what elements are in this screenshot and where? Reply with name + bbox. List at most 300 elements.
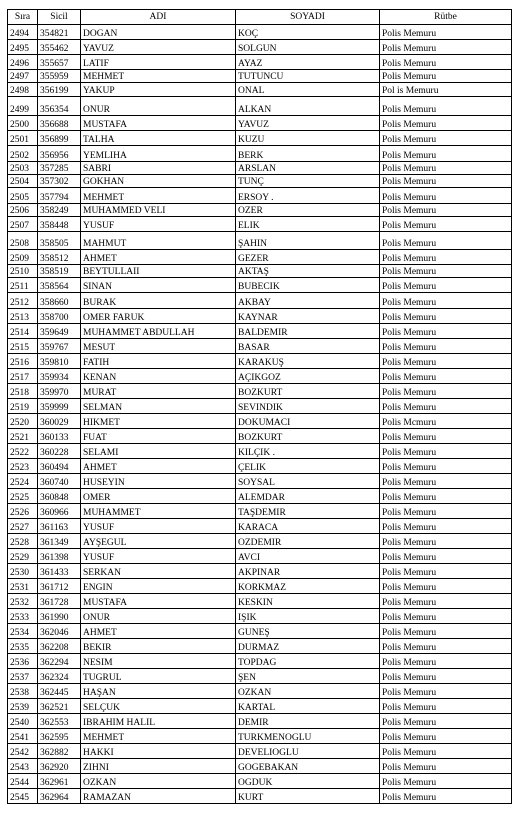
cell-sicil: 359999	[38, 399, 81, 414]
cell-adi: YUSUF	[81, 519, 236, 534]
cell-adi: SABRI	[81, 162, 236, 175]
cell-sicil: 356956	[38, 146, 81, 162]
cell-adi: ONUR	[81, 97, 236, 116]
cell-adi: GOKHAN	[81, 175, 236, 188]
cell-adi: MUSTAFA	[81, 116, 236, 131]
cell-sira: 2495	[8, 40, 38, 55]
cell-soyadi: KURT	[236, 789, 380, 804]
table-row	[8, 217, 512, 232]
cell-soyadi: KILÇIK .	[236, 444, 380, 459]
cell-sira: 2506	[8, 204, 38, 217]
cell-adi: NESIM	[81, 654, 236, 669]
cell-soyadi: GUNEŞ	[236, 624, 380, 639]
cell-rutbe: Polis Memuru	[380, 204, 512, 217]
cell-sicil: 358660	[38, 293, 81, 309]
cell-rutbe: Polis Memuru	[380, 116, 512, 131]
cell-adi: YUSUF	[81, 217, 236, 232]
cell-rutbe: Polis Memuru	[380, 549, 512, 564]
cell-rutbe: Polis Memuru	[380, 399, 512, 414]
cell-adi: AHMET	[81, 624, 236, 639]
cell-rutbe: Polis Memuru	[380, 188, 512, 204]
cell-rutbe: Polis Memuru	[380, 162, 512, 175]
cell-sicil: 358448	[38, 217, 81, 232]
cell-adi: MEHMET	[81, 729, 236, 744]
cell-sicil: 358249	[38, 204, 81, 217]
table-row	[8, 232, 512, 250]
table-row	[8, 293, 512, 309]
cell-sira: 2512	[8, 293, 38, 309]
table-row	[8, 384, 512, 399]
cell-soyadi: KAYNAR	[236, 309, 380, 324]
cell-rutbe: Polis Memuru	[380, 564, 512, 579]
cell-sicil: 358512	[38, 250, 81, 265]
cell-rutbe: Polis Memuru	[380, 729, 512, 744]
cell-adi: KENAN	[81, 369, 236, 384]
cell-adi: YAVUZ	[81, 40, 236, 55]
cell-adi: AHMET	[81, 250, 236, 265]
cell-sira: 2504	[8, 175, 38, 188]
cell-adi: MEHMET	[81, 70, 236, 83]
cell-sira: 2529	[8, 549, 38, 564]
cell-sira: 2525	[8, 489, 38, 504]
cell-sicil: 359767	[38, 339, 81, 354]
cell-soyadi: BALDEMIR	[236, 324, 380, 339]
header-rutbe: Rütbe	[380, 10, 512, 25]
cell-sira: 2511	[8, 278, 38, 293]
header-soyadi: SOYADI	[236, 10, 380, 25]
cell-adi: IBRAHIM HALIL	[81, 714, 236, 729]
table-row	[8, 25, 512, 40]
table-row	[8, 714, 512, 729]
cell-sira: 2533	[8, 609, 38, 624]
cell-adi: BEKIR	[81, 639, 236, 654]
cell-rutbe: Polis Memuru	[380, 609, 512, 624]
cell-sira: 2534	[8, 624, 38, 639]
cell-rutbe: Polis Memuru	[380, 579, 512, 594]
table-row	[8, 669, 512, 684]
table-row	[8, 699, 512, 714]
cell-rutbe: Polis Memuru	[380, 519, 512, 534]
cell-adi: LATIF	[81, 55, 236, 70]
cell-adi: ZIHNI	[81, 759, 236, 774]
table-row	[8, 278, 512, 293]
cell-soyadi: ALKAN	[236, 97, 380, 116]
cell-adi: HUSEYIN	[81, 474, 236, 489]
cell-sira: 2543	[8, 759, 38, 774]
cell-rutbe: Pol is Memuru	[380, 83, 512, 97]
cell-sicil: 355462	[38, 40, 81, 55]
cell-sira: 2519	[8, 399, 38, 414]
cell-rutbe: Polis Memuru	[380, 774, 512, 789]
cell-sira: 2497	[8, 70, 38, 83]
cell-sira: 2530	[8, 564, 38, 579]
cell-sicil: 362294	[38, 654, 81, 669]
table-row	[8, 131, 512, 146]
cell-soyadi: KARAKUŞ	[236, 354, 380, 369]
cell-soyadi: BASAR	[236, 339, 380, 354]
cell-sicil: 362920	[38, 759, 81, 774]
cell-adi: ENGIN	[81, 579, 236, 594]
cell-sira: 2509	[8, 250, 38, 265]
cell-rutbe: Polis Memuru	[380, 324, 512, 339]
cell-rutbe: Polis Memuru	[380, 459, 512, 474]
cell-rutbe: Polis Memuru	[380, 369, 512, 384]
table-row	[8, 549, 512, 564]
cell-rutbe: Polis Memuru	[380, 624, 512, 639]
cell-sira: 2500	[8, 116, 38, 131]
cell-sira: 2514	[8, 324, 38, 339]
cell-rutbe: Polis Memuru	[380, 684, 512, 699]
cell-sicil: 355959	[38, 70, 81, 83]
table-row	[8, 324, 512, 339]
header-row	[8, 10, 512, 25]
cell-adi: MURAT	[81, 384, 236, 399]
cell-rutbe: Polis Memuru	[380, 474, 512, 489]
cell-soyadi: AKTAŞ	[236, 265, 380, 278]
header-adi: ADI	[81, 10, 236, 25]
cell-rutbe: Polis Memuru	[380, 639, 512, 654]
cell-sicil: 361163	[38, 519, 81, 534]
table-row	[8, 639, 512, 654]
table-row	[8, 414, 512, 429]
cell-sicil: 356199	[38, 83, 81, 97]
cell-rutbe: Polis Memuru	[380, 429, 512, 444]
cell-rutbe: Polis Memuru	[380, 534, 512, 549]
cell-sicil: 355657	[38, 55, 81, 70]
cell-sira: 2523	[8, 459, 38, 474]
cell-sicil: 360494	[38, 459, 81, 474]
cell-sicil: 359970	[38, 384, 81, 399]
cell-sicil: 362521	[38, 699, 81, 714]
table-row	[8, 684, 512, 699]
cell-sira: 2540	[8, 714, 38, 729]
cell-sira: 2501	[8, 131, 38, 146]
table-row	[8, 759, 512, 774]
cell-sicil: 360966	[38, 504, 81, 519]
table-row	[8, 309, 512, 324]
cell-sira: 2515	[8, 339, 38, 354]
cell-soyadi: GOGEBAKAN	[236, 759, 380, 774]
cell-sicil: 361433	[38, 564, 81, 579]
table-row	[8, 204, 512, 217]
cell-rutbe: Polis Memuru	[380, 232, 512, 250]
cell-sicil: 358519	[38, 265, 81, 278]
cell-soyadi: ÇELIK	[236, 459, 380, 474]
cell-rutbe: Polis Memuru	[380, 217, 512, 232]
table-row	[8, 369, 512, 384]
cell-sira: 2526	[8, 504, 38, 519]
cell-sicil: 360740	[38, 474, 81, 489]
table-row	[8, 55, 512, 70]
table-row	[8, 188, 512, 204]
cell-sicil: 359649	[38, 324, 81, 339]
cell-soyadi: OGDUK	[236, 774, 380, 789]
table-row	[8, 83, 512, 97]
cell-rutbe: Polis Memuru	[380, 444, 512, 459]
table-row	[8, 444, 512, 459]
table-row	[8, 116, 512, 131]
header-sicil: Sicil	[38, 10, 81, 25]
cell-rutbe: Polis Memuru	[380, 25, 512, 40]
cell-rutbe: Polis Memuru	[380, 70, 512, 83]
cell-rutbe: Polis Memuru	[380, 699, 512, 714]
cell-rutbe: Polis Memuru	[380, 789, 512, 804]
cell-adi: SELÇUK	[81, 699, 236, 714]
cell-adi: MUHAMMED VELI	[81, 204, 236, 217]
cell-rutbe: Polis Memuru	[380, 175, 512, 188]
cell-soyadi: KARACA	[236, 519, 380, 534]
cell-adi: TUGRUL	[81, 669, 236, 684]
cell-soyadi: KARTAL	[236, 699, 380, 714]
cell-soyadi: TOPDAG	[236, 654, 380, 669]
table-row	[8, 789, 512, 804]
cell-soyadi: BERK	[236, 146, 380, 162]
table-row	[8, 97, 512, 116]
cell-adi: SERKAN	[81, 564, 236, 579]
table-row	[8, 579, 512, 594]
cell-soyadi: AYAZ	[236, 55, 380, 70]
cell-sicil: 358700	[38, 309, 81, 324]
table-row	[8, 774, 512, 789]
cell-sicil: 362553	[38, 714, 81, 729]
cell-sira: 2545	[8, 789, 38, 804]
cell-rutbe: Polis Memuru	[380, 293, 512, 309]
cell-soyadi: YAVUZ	[236, 116, 380, 131]
cell-sira: 2516	[8, 354, 38, 369]
cell-soyadi: OZKAN	[236, 684, 380, 699]
personnel-table	[7, 9, 512, 804]
cell-soyadi: DEVELIOGLU	[236, 744, 380, 759]
cell-rutbe: Polis Memuru	[380, 504, 512, 519]
cell-adi: AHMET	[81, 459, 236, 474]
cell-sira: 2536	[8, 654, 38, 669]
cell-sira: 2521	[8, 429, 38, 444]
table-row	[8, 250, 512, 265]
table-row	[8, 519, 512, 534]
table-row	[8, 624, 512, 639]
table-row	[8, 40, 512, 55]
cell-soyadi: BOZKURT	[236, 429, 380, 444]
cell-soyadi: KESKIN	[236, 594, 380, 609]
table-row	[8, 339, 512, 354]
cell-rutbe: Polis Mcmuru	[380, 414, 512, 429]
cell-sicil: 361398	[38, 549, 81, 564]
cell-rutbe: Polis Memuru	[380, 339, 512, 354]
table-row	[8, 175, 512, 188]
cell-sira: 2535	[8, 639, 38, 654]
cell-sicil: 359934	[38, 369, 81, 384]
cell-adi: MUSTAFA	[81, 594, 236, 609]
cell-soyadi: ALEMDAR	[236, 489, 380, 504]
cell-rutbe: Polis Memuru	[380, 265, 512, 278]
cell-sira: 2532	[8, 594, 38, 609]
table-row	[8, 429, 512, 444]
header-sira: Sıra	[8, 10, 38, 25]
cell-soyadi: KORKMAZ	[236, 579, 380, 594]
cell-sira: 2517	[8, 369, 38, 384]
cell-sira: 2502	[8, 146, 38, 162]
cell-adi: RAMAZAN	[81, 789, 236, 804]
cell-soyadi: TURKMENOGLU	[236, 729, 380, 744]
cell-sicil: 358505	[38, 232, 81, 250]
cell-sicil: 359810	[38, 354, 81, 369]
cell-adi: OMER FARUK	[81, 309, 236, 324]
cell-adi: YEMLIHA	[81, 146, 236, 162]
table-row	[8, 744, 512, 759]
cell-adi: YUSUF	[81, 549, 236, 564]
cell-rutbe: Polis Memuru	[380, 384, 512, 399]
cell-adi: HAKKI	[81, 744, 236, 759]
cell-adi: OMER	[81, 489, 236, 504]
cell-soyadi: AKPINAR	[236, 564, 380, 579]
table-row	[8, 534, 512, 549]
cell-sira: 2531	[8, 579, 38, 594]
cell-rutbe: Polis Memuru	[380, 309, 512, 324]
cell-sicil: 362882	[38, 744, 81, 759]
cell-soyadi: TUNÇ	[236, 175, 380, 188]
cell-sira: 2499	[8, 97, 38, 116]
cell-soyadi: ŞEN	[236, 669, 380, 684]
table-row	[8, 489, 512, 504]
table-row	[8, 474, 512, 489]
cell-adi: BEYTULLAII	[81, 265, 236, 278]
cell-adi: YAKUP	[81, 83, 236, 97]
cell-soyadi: DOKUMACI	[236, 414, 380, 429]
cell-rutbe: Polis Memuru	[380, 278, 512, 293]
cell-adi: MUHAMMET	[81, 504, 236, 519]
cell-rutbe: Polis Memuru	[380, 55, 512, 70]
cell-rutbe: Polis Memuru	[380, 714, 512, 729]
cell-sicil: 361712	[38, 579, 81, 594]
cell-sicil: 362595	[38, 729, 81, 744]
cell-soyadi: BOZKURT	[236, 384, 380, 399]
table-row	[8, 354, 512, 369]
cell-soyadi: ONAL	[236, 83, 380, 97]
table-row	[8, 162, 512, 175]
cell-sira: 2513	[8, 309, 38, 324]
cell-sicil: 360029	[38, 414, 81, 429]
cell-sicil: 357794	[38, 188, 81, 204]
cell-sicil: 354821	[38, 25, 81, 40]
cell-sira: 2498	[8, 83, 38, 97]
table-row	[8, 399, 512, 414]
cell-sira: 2541	[8, 729, 38, 744]
cell-soyadi: OZER	[236, 204, 380, 217]
cell-adi: SELMAN	[81, 399, 236, 414]
cell-adi: DOGAN	[81, 25, 236, 40]
cell-sicil: 362046	[38, 624, 81, 639]
cell-sira: 2539	[8, 699, 38, 714]
cell-sira: 2505	[8, 188, 38, 204]
cell-sicil: 362964	[38, 789, 81, 804]
cell-adi: MAHMUT	[81, 232, 236, 250]
cell-rutbe: Polis Memuru	[380, 146, 512, 162]
cell-rutbe: Polis Memuru	[380, 250, 512, 265]
table-row	[8, 70, 512, 83]
cell-sira: 2508	[8, 232, 38, 250]
cell-adi: MEHMET	[81, 188, 236, 204]
cell-soyadi: ELIK	[236, 217, 380, 232]
cell-soyadi: ARSLAN	[236, 162, 380, 175]
cell-sicil: 356354	[38, 97, 81, 116]
cell-soyadi: TAŞDEMIR	[236, 504, 380, 519]
cell-sira: 2520	[8, 414, 38, 429]
cell-sira: 2527	[8, 519, 38, 534]
cell-sicil: 357285	[38, 162, 81, 175]
cell-adi: OZKAN	[81, 774, 236, 789]
cell-adi: SINAN	[81, 278, 236, 293]
cell-adi: AYŞEGUL	[81, 534, 236, 549]
cell-rutbe: Polis Memuru	[380, 131, 512, 146]
cell-soyadi: AVCI	[236, 549, 380, 564]
cell-sira: 2522	[8, 444, 38, 459]
cell-rutbe: Polis Memuru	[380, 489, 512, 504]
cell-sicil: 360133	[38, 429, 81, 444]
cell-rutbe: Polis Memuru	[380, 40, 512, 55]
cell-adi: FUAT	[81, 429, 236, 444]
table-row	[8, 146, 512, 162]
cell-soyadi: SOLGUN	[236, 40, 380, 55]
cell-sicil: 361728	[38, 594, 81, 609]
cell-rutbe: Polis Memuru	[380, 354, 512, 369]
cell-sicil: 358564	[38, 278, 81, 293]
cell-sira: 2494	[8, 25, 38, 40]
cell-soyadi: ŞAHIN	[236, 232, 380, 250]
cell-rutbe: Polis Memuru	[380, 654, 512, 669]
cell-soyadi: AKBAY	[236, 293, 380, 309]
table-row	[8, 609, 512, 624]
cell-soyadi: SOYSAL	[236, 474, 380, 489]
cell-rutbe: Polis Memuru	[380, 97, 512, 116]
cell-soyadi: TUTUNCU	[236, 70, 380, 83]
cell-soyadi: KOÇ	[236, 25, 380, 40]
cell-sicil: 361349	[38, 534, 81, 549]
cell-sicil: 356899	[38, 131, 81, 146]
cell-rutbe: Polis Memuru	[380, 594, 512, 609]
table-row	[8, 459, 512, 474]
cell-sicil: 362445	[38, 684, 81, 699]
cell-sicil: 360848	[38, 489, 81, 504]
cell-sira: 2496	[8, 55, 38, 70]
cell-adi: BURAK	[81, 293, 236, 309]
cell-sira: 2544	[8, 774, 38, 789]
table-row	[8, 594, 512, 609]
cell-sira: 2507	[8, 217, 38, 232]
cell-soyadi: ERSOY .	[236, 188, 380, 204]
cell-soyadi: DURMAZ	[236, 639, 380, 654]
cell-sira: 2538	[8, 684, 38, 699]
table-row	[8, 504, 512, 519]
cell-soyadi: GEZER	[236, 250, 380, 265]
table-row	[8, 564, 512, 579]
cell-sira: 2542	[8, 744, 38, 759]
cell-adi: HIKMET	[81, 414, 236, 429]
cell-adi: TALHA	[81, 131, 236, 146]
cell-sira: 2518	[8, 384, 38, 399]
cell-sicil: 362208	[38, 639, 81, 654]
cell-sicil: 361990	[38, 609, 81, 624]
cell-sira: 2510	[8, 265, 38, 278]
cell-sira: 2503	[8, 162, 38, 175]
cell-adi: MUHAMMET ABDULLAH	[81, 324, 236, 339]
cell-rutbe: Polis Memuru	[380, 744, 512, 759]
cell-sira: 2537	[8, 669, 38, 684]
table-body	[8, 25, 512, 804]
cell-sira: 2528	[8, 534, 38, 549]
cell-soyadi: AÇIKGOZ	[236, 369, 380, 384]
cell-sicil: 357302	[38, 175, 81, 188]
cell-adi: MESUT	[81, 339, 236, 354]
